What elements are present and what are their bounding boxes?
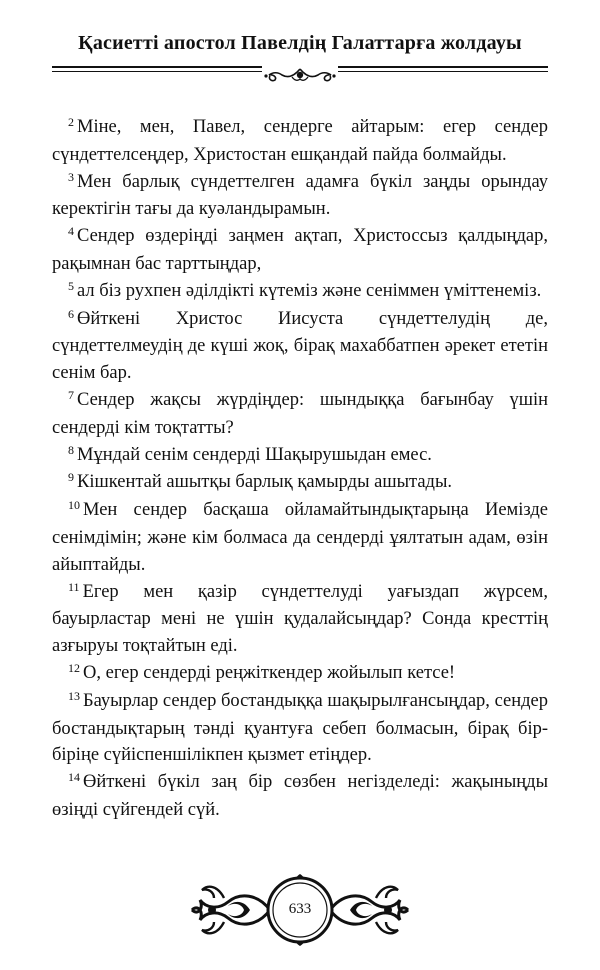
verse-6 [52,306,548,387]
verse-10 [52,497,548,578]
verse-number: 2 [68,115,74,129]
verse-text: Өйткені Христос Иисуста сүндеттелудің де, сүндеттелмеудің де күші жоқ, бірақ махаббатпен әрекет ететін сенім бар. [52,308,548,384]
verse-8 [52,442,548,470]
verse-13 [52,688,548,769]
verse-text: Бауырлар сендер бостандыққа шақырылғансыңдар, сендер бостандықтарың тәнді қуантуға себеп болмасын, бірақ бір-біріңе сүйіспеншілікпен қызмет етіңдер. [52,690,548,766]
verse-number: 6 [68,306,74,321]
verse-number: 5 [68,278,74,293]
verse-text: Сендер өздеріңді заңмен ақтап, Христоссыз қалдыңдар, рақымнан бас тарттыңдар, [52,226,548,274]
verse-7 [52,387,548,442]
verse-3 [52,169,548,224]
verse-number: 3 [68,169,74,184]
verse-2 [52,114,548,169]
verse-12 [52,660,548,688]
header-title: Қасиетті апостол Павелдің Галаттарға жолдауы [78,32,522,54]
verse-number: 10 [68,498,80,513]
verse-5 [52,278,548,306]
verse-11 [52,579,548,660]
verse-number: 13 [68,688,80,703]
header-ornament-icon [262,66,338,86]
verse-text: Егер мен қазір сүндеттелуді уағыздап жүрсем, бауырластар мені не үшін қудалайсыңдар? Сонда кресттің азғыруы тоқтайтын еді. [52,581,548,657]
verse-list [52,114,548,824]
verse-text: Мұндай сенім сендерді Шақырушыдан емес. [77,444,432,465]
verse-number: 4 [68,224,74,239]
verse-text: Сендер жақсы жүрдіңдер: шындыққа бағынбау үшін сендерді кім тоқтатты? [52,389,548,438]
verse-text: Кішкентай ашытқы барлық қамырды ашытады. [77,472,453,493]
page-number: 633 [288,901,312,917]
verse-9 [52,469,548,497]
verse-text: ал біз рухпен әділдікті күтеміз және сеніммен үміттенеміз. [77,280,542,301]
verse-number: 11 [68,579,80,594]
verse-number: 14 [68,770,80,785]
verse-number: 12 [68,660,80,675]
verse-text: О, егер сендерді реңжіткендер жойылып кетсе! [83,662,456,683]
verse-4 [52,223,548,278]
verse-number: 8 [68,442,74,457]
verse-text: Мен сендер басқаша ойламайтындықтарыңа Иемізде сенімдімін; және кім болмаса да сендерді ұялтатын адам, өзін айыптайды. [52,500,548,575]
verse-14 [52,769,548,824]
verse-text: Өйткені бүкіл заң бір сөзбен негізделеді: жақыныңды өзіңді сүйгендей сүй. [52,772,548,820]
verse-text: Мен барлық сүндеттелген адамға бүкіл заңды орындау керектігін тағы да куәландырамын. [52,171,548,220]
verse-text: Міне, мен, Павел, сендерге айтарым: егер сендер сүндеттелсеңдер, Христостан ешқандай пайда болмайды. [52,117,548,165]
verse-number: 9 [68,470,74,485]
verse-number: 7 [68,387,74,402]
